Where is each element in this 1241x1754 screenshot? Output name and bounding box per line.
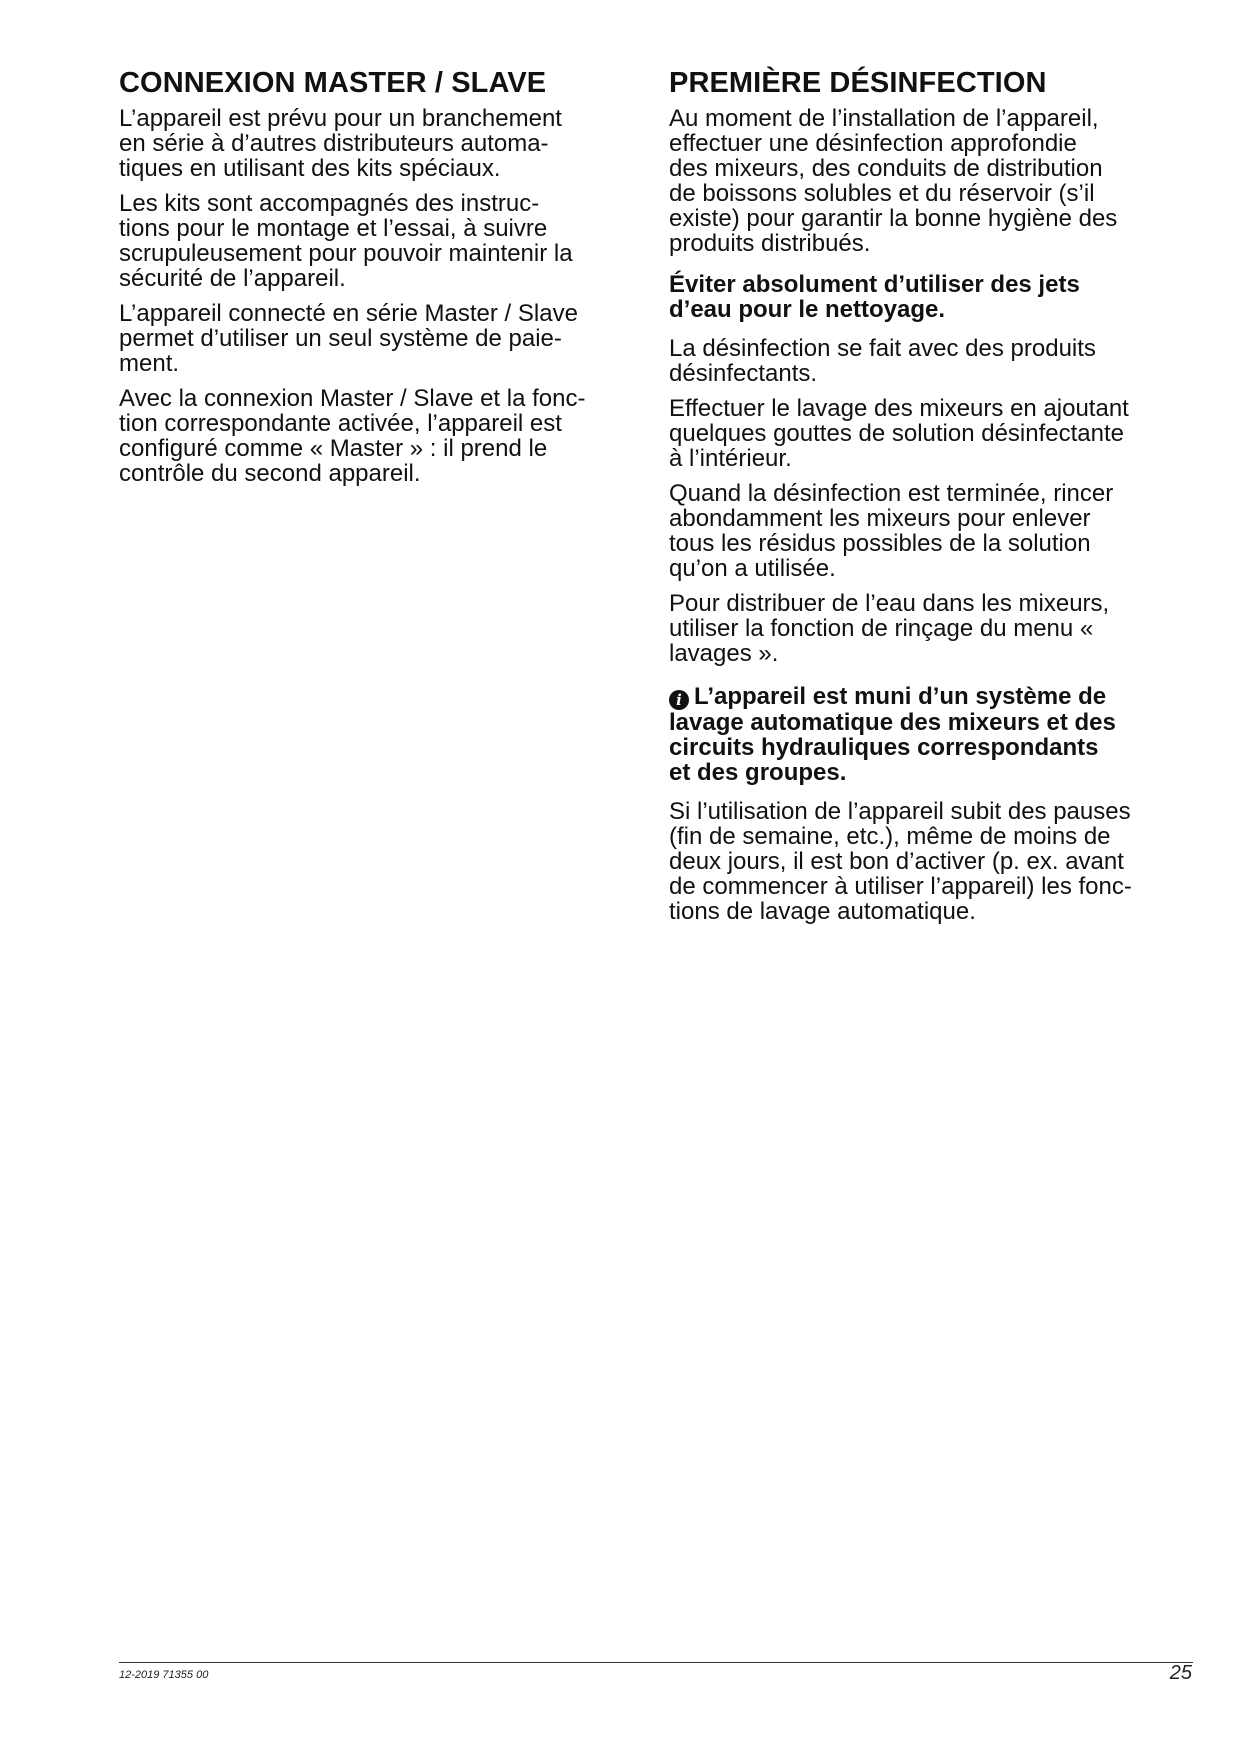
closing-paragraph: Si l’utilisation de l’appareil subit des pauses (fin de semaine, etc.), même de moins de deux jours, il est bon d’activer (p. ex. avant de commencer à utiliser l’appareil) les fonc- tions de lavage automatique.: [669, 798, 1132, 925]
section-title-master-slave: CONNEXION MASTER / SLAVE: [119, 67, 547, 99]
left-column: [119, 66, 639, 496]
paragraph: Effectuer le lavage des mixeurs en ajoutant quelques gouttes de solution désinfectante à l’intérieur.: [669, 395, 1129, 472]
warning-text: Éviter absolument d’utiliser des jets d’eau pour le nettoyage.: [669, 271, 1080, 323]
footer-divider: [119, 1662, 1193, 1663]
paragraph: La désinfection se fait avec des produits désinfectants.: [669, 335, 1096, 387]
document-reference: 12-2019 71355 00: [119, 1669, 209, 1681]
paragraph: L’appareil connecté en série Master / Slave permet d’utiliser un seul système de paie- ment.: [119, 300, 578, 377]
page-number: 25: [1169, 1662, 1192, 1684]
intro-paragraph: Au moment de l’installation de l’appareil, effectuer une désinfection approfondie des mixeurs, des conduits de distribution de boissons solubles et du réservoir (s’il existe) pour garantir la bonne hygiène des produits distribués.: [669, 105, 1118, 257]
paragraph: Pour distribuer de l’eau dans les mixeurs, utiliser la fonction de rinçage du menu « lavages ».: [669, 590, 1110, 667]
paragraph: L’appareil est prévu pour un branchement en série à d’autres distributeurs automa- tiques en utilisant des kits spéciaux.: [119, 105, 562, 182]
section-title-disinfection: PREMIÈRE DÉSINFECTION: [669, 67, 1047, 99]
info-note-text: L’appareil est muni d’un système de lavage automatique des mixeurs et des circuits hydrauliques correspondants et des groupes.: [669, 683, 1116, 786]
info-icon: i: [669, 690, 689, 710]
paragraph: Quand la désinfection est terminée, rincer abondamment les mixeurs pour enlever tous les résidus possibles de la solution qu’on a utilisée.: [669, 480, 1114, 582]
right-column: [669, 66, 1197, 934]
paragraph: Les kits sont accompagnés des instruc- tions pour le montage et l’essai, à suivre scrupuleusement pour pouvoir maintenir la sécurité de l’appareil.: [119, 190, 573, 292]
info-note: [669, 684, 1197, 785]
paragraph: Avec la connexion Master / Slave et la fonc- tion correspondante activée, l’appareil est configuré comme « Master » : il prend le contrôle du second appareil.: [119, 385, 586, 487]
